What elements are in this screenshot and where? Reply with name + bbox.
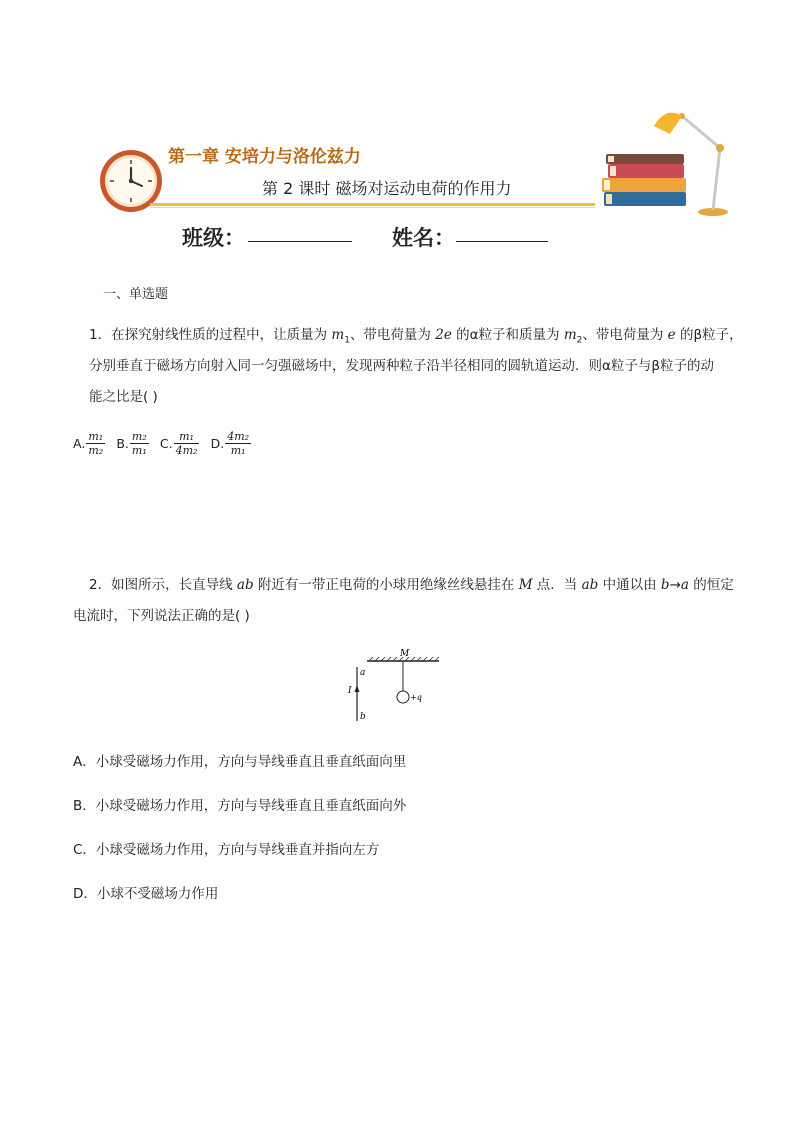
label-q: +q xyxy=(410,693,422,702)
question-2-line-1: 2．如图所示，长直导线 ab 附近有一带正电荷的小球用绝缘丝线悬挂在 M 点．当 ab 中通以由 b→a 的恒定 xyxy=(89,577,734,593)
class-label: 班级： xyxy=(182,226,245,250)
class-blank xyxy=(248,241,352,242)
label-M: M xyxy=(400,649,410,659)
chapter-title: 第一章 安培力与洛伦兹力 xyxy=(168,147,361,167)
question-1-line-3: 能之比是( ) xyxy=(89,389,158,405)
label-I: I xyxy=(348,686,352,696)
section-title: 一、单选题 xyxy=(103,287,169,302)
current-arrow xyxy=(355,685,360,692)
question-1-line-1: 1．在探究射线性质的过程中，让质量为 $m_1$、带电荷量为 2e 的α粒子和质量为 $m_2$、带电荷量为 e 的β粒子， xyxy=(89,327,743,346)
wire-pendulum-figure xyxy=(345,645,445,725)
books-lamp-illustration xyxy=(596,98,736,218)
option-b[interactable]: B. $\frac{\text{m₂}}{\text{m₁}}$ xyxy=(116,430,147,457)
question-2-line-2: 电流时，下列说法正确的是( ) xyxy=(73,608,250,624)
question-1-options xyxy=(73,430,252,457)
header-divider xyxy=(150,203,595,206)
label-a: a xyxy=(360,668,366,678)
label-b: b xyxy=(360,712,366,722)
lesson-title: 第 2 课时 磁场对运动电荷的作用力 xyxy=(262,179,512,198)
name-label: 姓名： xyxy=(392,226,455,250)
name-blank xyxy=(456,241,548,242)
choice-d[interactable]: D．小球不受磁场力作用 xyxy=(73,886,219,902)
header-divider-thin xyxy=(150,207,595,208)
choice-a[interactable]: A．小球受磁场力作用，方向与导线垂直且垂直纸面向里 xyxy=(73,754,407,770)
option-a[interactable]: A. $\frac{\text{m₁}}{\text{m₂}}$ xyxy=(73,430,104,457)
charged-ball xyxy=(397,691,409,703)
choice-b[interactable]: B．小球受磁场力作用，方向与导线垂直且垂直纸面向外 xyxy=(73,798,407,814)
choice-c[interactable]: C．小球受磁场力作用，方向与导线垂直并指向左方 xyxy=(73,842,380,858)
question-1-line-2: 分别垂直于磁场方向射入同一匀强磁场中，发现两种粒子沿半径相同的圆轨道运动．则α粒子与β粒子的动 xyxy=(89,358,715,374)
option-d[interactable]: D. $\frac{\text{4m₂}}{\text{m₁}}$ xyxy=(210,430,250,457)
option-c[interactable]: C. $\frac{\text{m₁}}{\text{4m₂}}$ xyxy=(159,430,198,457)
